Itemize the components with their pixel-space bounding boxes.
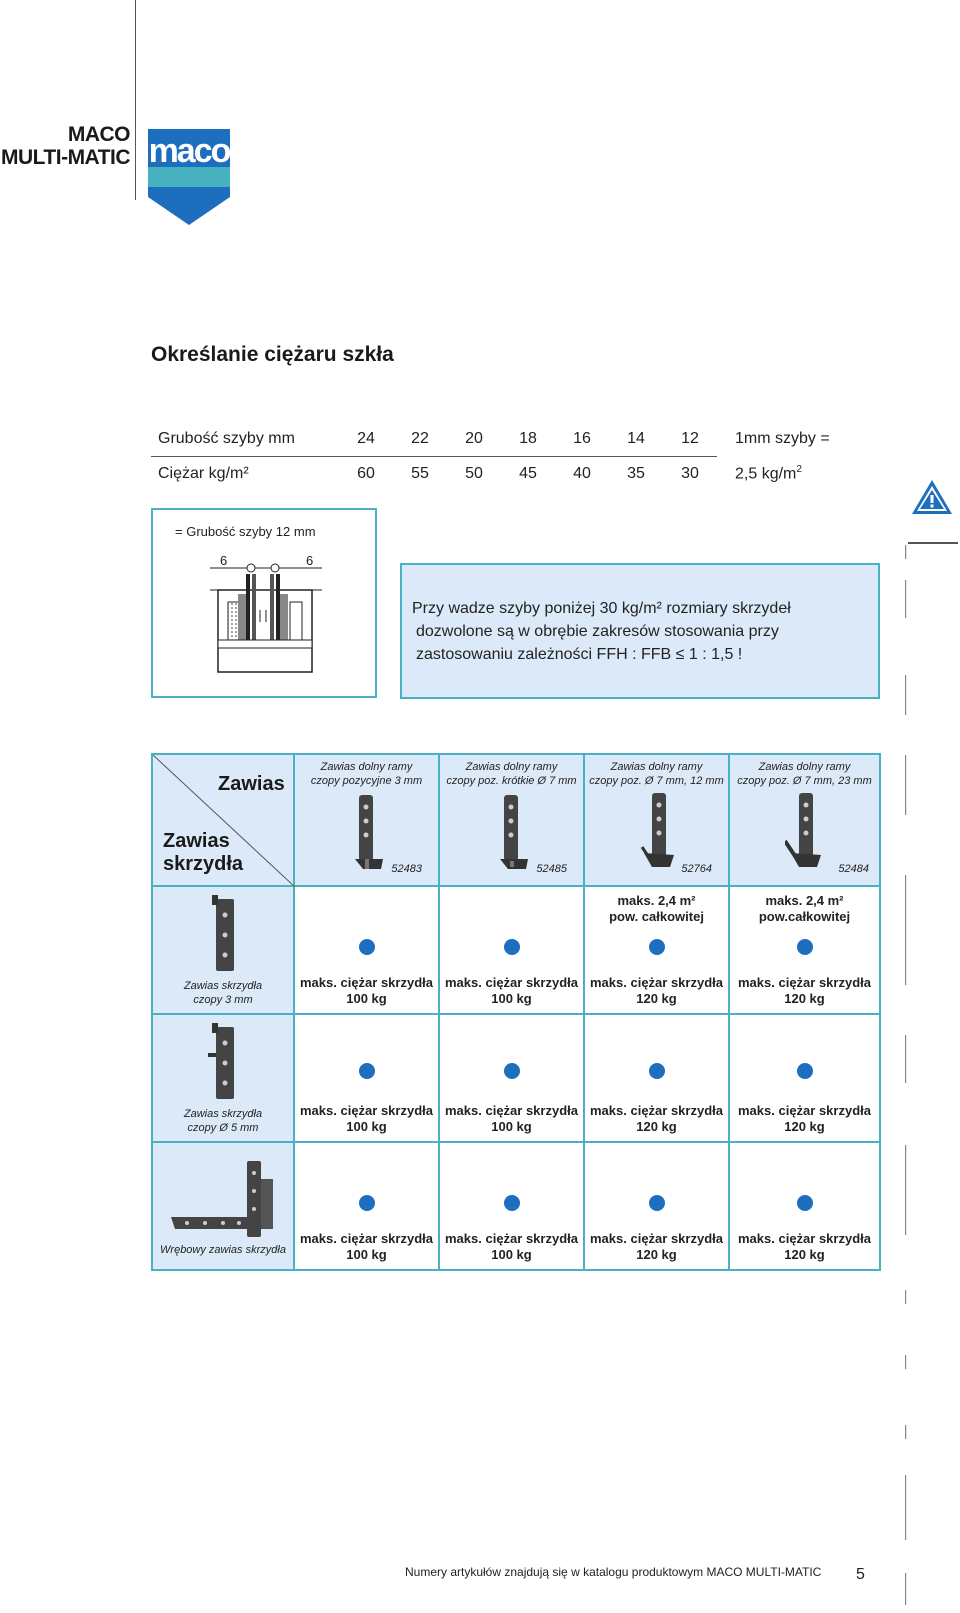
- grid-cell: [584, 1142, 729, 1270]
- grid-cell: [584, 1014, 729, 1142]
- grid-cell: [729, 1142, 880, 1270]
- frame-hinge-icon: [498, 795, 532, 875]
- brand-line-2: MULTI-MATIC: [0, 146, 130, 169]
- per-mm-weight-value: 2,5 kg/m: [735, 465, 797, 483]
- article-code: 52483: [391, 863, 422, 875]
- glass-section-diagram: [210, 550, 322, 674]
- thickness-value: 18: [501, 422, 555, 457]
- max-weight: [730, 1103, 879, 1135]
- weight-value: 30: [681, 465, 699, 482]
- column-title: [585, 760, 728, 788]
- row-header: [152, 1014, 294, 1142]
- column-header: [294, 754, 439, 886]
- max-weight-label: maks. ciężar skrzydła: [738, 975, 871, 990]
- max-weight: [585, 975, 728, 1007]
- grid-cell: [584, 886, 729, 1014]
- column-title-line: Zawias dolny ramy: [610, 761, 703, 773]
- max-weight-value: 120 kg: [784, 1119, 825, 1134]
- max-weight-value: 100 kg: [491, 1247, 532, 1262]
- weight-value: 35: [627, 465, 645, 482]
- dot-icon: [359, 939, 375, 955]
- column-title-line: Zawias dolny ramy: [465, 761, 558, 773]
- max-area-line: pow.całkowitej: [758, 909, 851, 924]
- max-weight: [440, 975, 583, 1007]
- max-weight-value: 120 kg: [636, 991, 677, 1006]
- weight-value: 50: [465, 465, 483, 482]
- row-header: [152, 1142, 294, 1270]
- max-weight-label: maks. ciężar skrzydła: [590, 975, 723, 990]
- per-mm-note: 1mm szyby =: [735, 430, 830, 448]
- dim-left: 6: [220, 553, 228, 568]
- max-weight-label: maks. ciężar skrzydła: [738, 1231, 871, 1246]
- dot-icon: [504, 1195, 520, 1211]
- max-weight-value: 120 kg: [636, 1119, 677, 1134]
- max-area-line: pow. całkowitej: [609, 909, 704, 924]
- row-title: [153, 1107, 293, 1135]
- thickness-value: 20: [447, 422, 501, 457]
- max-weight-value: 100 kg: [346, 991, 387, 1006]
- column-title-line: czopy poz. Ø 7 mm, 23 mm: [737, 775, 872, 787]
- max-weight-label: maks. ciężar skrzydła: [300, 975, 433, 990]
- dot-icon: [649, 1063, 665, 1079]
- max-weight-value: 120 kg: [636, 1247, 677, 1262]
- corner-bottom-label: [163, 830, 243, 876]
- max-weight: [440, 1103, 583, 1135]
- max-area-line: maks. 2,4 m²: [617, 893, 696, 908]
- brand-name: [0, 123, 130, 169]
- dot-icon: [797, 1195, 813, 1211]
- article-code: 52485: [536, 863, 567, 875]
- info-text: [412, 597, 872, 666]
- dot-icon: [797, 939, 813, 955]
- max-weight-value: 100 kg: [491, 1119, 532, 1134]
- frame-hinge-icon: [640, 793, 680, 873]
- side-marks: [905, 545, 907, 1605]
- hinge-grid: [151, 753, 879, 1271]
- grid-cell: [294, 886, 439, 1014]
- header-divider: [135, 0, 136, 200]
- corner-top-label: Zawias: [218, 773, 285, 795]
- column-title: [295, 760, 438, 788]
- dot-icon: [649, 939, 665, 955]
- max-area-line: maks. 2,4 m²: [765, 893, 844, 908]
- weight-value: 60: [357, 465, 375, 482]
- sash-row: [152, 1142, 880, 1270]
- per-mm-weight: [717, 457, 830, 492]
- column-title-line: Zawias dolny ramy: [320, 761, 413, 773]
- max-weight-label: maks. ciężar skrzydła: [590, 1103, 723, 1118]
- sash-hinge-icon: [208, 895, 242, 977]
- grid-cell: [294, 1142, 439, 1270]
- column-title-line: czopy pozycyjne 3 mm: [310, 775, 423, 787]
- corner-bottom-line: Zawias: [163, 830, 230, 852]
- row-title: [153, 979, 293, 1007]
- row-title-line: czopy Ø 5 mm: [187, 1122, 259, 1134]
- info-line: Przy wadze szyby poniżej 30 kg/m² rozmiary skrzydeł: [412, 600, 791, 617]
- grid-cell: [294, 1014, 439, 1142]
- column-title: [730, 760, 879, 788]
- corner-cell: [152, 754, 294, 886]
- max-weight: [295, 1231, 438, 1263]
- grid-cell: [439, 1014, 584, 1142]
- row-title-line: Wrębowy zawias skrzydła: [160, 1244, 286, 1256]
- grid-cell: [729, 886, 880, 1014]
- max-area: [730, 893, 879, 925]
- column-title: [440, 760, 583, 788]
- row-title-line: czopy 3 mm: [193, 994, 253, 1006]
- column-title-line: Zawias dolny ramy: [758, 761, 851, 773]
- thickness-value: 14: [609, 422, 663, 457]
- dot-icon: [504, 1063, 520, 1079]
- hinge-table: [151, 753, 881, 1271]
- max-weight: [295, 1103, 438, 1135]
- grid-cell: [439, 886, 584, 1014]
- max-area: [585, 893, 728, 925]
- info-line: zastosowaniu zależności FFH : FFB ≤ 1 : 1,5 !: [416, 646, 743, 663]
- max-weight-label: maks. ciężar skrzydła: [445, 975, 578, 990]
- dot-icon: [504, 939, 520, 955]
- max-weight: [730, 1231, 879, 1263]
- max-weight-value: 100 kg: [491, 991, 532, 1006]
- header-row: [152, 754, 880, 886]
- diagram-caption: = Grubość szyby 12 mm: [175, 524, 316, 539]
- rebate-hinge-icon: [167, 1159, 282, 1239]
- max-weight-value: 120 kg: [784, 1247, 825, 1262]
- max-weight: [295, 975, 438, 1007]
- footer-note: Numery artykułów znajdują się w katalogu produktowym MACO MULTI-MATIC: [405, 1565, 822, 1579]
- max-weight: [585, 1103, 728, 1135]
- max-weight-value: 120 kg: [784, 991, 825, 1006]
- weight-value: 55: [411, 465, 429, 482]
- weight-value: 45: [519, 465, 537, 482]
- dim-right: 6: [306, 553, 314, 568]
- column-header: [584, 754, 729, 886]
- maco-logo: [148, 125, 230, 225]
- frame-hinge-icon: [785, 793, 825, 873]
- frame-hinge-icon: [353, 795, 387, 875]
- column-header: [439, 754, 584, 886]
- dot-icon: [359, 1195, 375, 1211]
- max-weight: [585, 1231, 728, 1263]
- thickness-value: 24: [339, 422, 393, 457]
- row-title-line: Zawias skrzydła: [183, 1108, 263, 1120]
- weight-row: [151, 457, 830, 492]
- sash-hinge-icon: [208, 1023, 242, 1105]
- max-weight-label: maks. ciężar skrzydła: [445, 1231, 578, 1246]
- grid-cell: [439, 1142, 584, 1270]
- thickness-label: Grubość szyby mm: [151, 422, 339, 457]
- grid-cell: [729, 1014, 880, 1142]
- logo-text: maco: [148, 132, 230, 170]
- corner-bottom-line: skrzydła: [163, 853, 244, 875]
- page-title: Określanie ciężaru szkła: [151, 343, 394, 366]
- article-code: 52764: [681, 863, 712, 875]
- dot-icon: [359, 1063, 375, 1079]
- thickness-value: 12: [663, 422, 717, 457]
- row-title-line: Zawias skrzydła: [183, 980, 263, 992]
- weight-value: 40: [573, 465, 591, 482]
- dot-icon: [649, 1195, 665, 1211]
- article-code: 52484: [838, 863, 869, 875]
- max-weight-label: maks. ciężar skrzydła: [738, 1103, 871, 1118]
- max-weight-label: maks. ciężar skrzydła: [445, 1103, 578, 1118]
- max-weight-label: maks. ciężar skrzydła: [590, 1231, 723, 1246]
- sash-row: [152, 886, 880, 1014]
- column-header: [729, 754, 880, 886]
- weight-label: Ciężar kg/m²: [158, 465, 249, 482]
- max-weight-label: maks. ciężar skrzydła: [300, 1103, 433, 1118]
- per-mm-weight-sup: 2: [796, 464, 802, 476]
- glass-weight-table: [151, 422, 830, 491]
- thickness-value: 16: [555, 422, 609, 457]
- thickness-value: 22: [393, 422, 447, 457]
- max-weight-value: 100 kg: [346, 1247, 387, 1262]
- page-number: 5: [856, 1566, 865, 1583]
- side-rule: [908, 542, 958, 544]
- row-title: [153, 1243, 293, 1257]
- max-weight-label: maks. ciężar skrzydła: [300, 1231, 433, 1246]
- max-weight-value: 100 kg: [346, 1119, 387, 1134]
- info-line: dozwolone są w obrębie zakresów stosowania przy: [416, 623, 779, 640]
- thickness-row: [151, 422, 830, 457]
- dot-icon: [797, 1063, 813, 1079]
- max-weight: [440, 1231, 583, 1263]
- sash-row: [152, 1014, 880, 1142]
- brand-line-1: MACO: [67, 123, 130, 146]
- row-header: [152, 886, 294, 1014]
- column-title-line: czopy poz. krótkie Ø 7 mm: [446, 775, 577, 787]
- warning-triangle-icon: [910, 478, 954, 516]
- column-title-line: czopy poz. Ø 7 mm, 12 mm: [589, 775, 724, 787]
- max-weight: [730, 975, 879, 1007]
